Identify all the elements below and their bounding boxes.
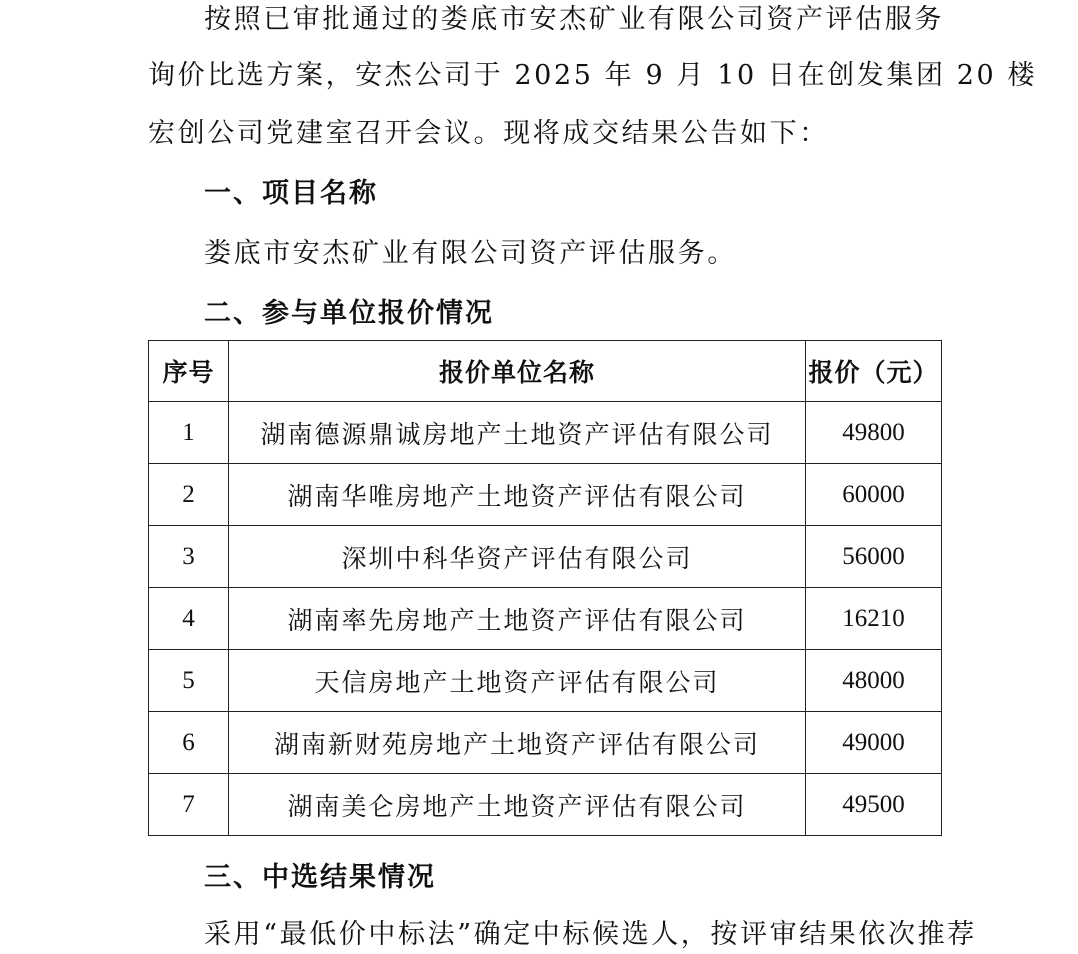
table-row (149, 588, 942, 650)
intro-line-3: 宏创公司党建室召开会议。现将成交结果公告如下： (148, 118, 829, 149)
header-price: 报价（元） (806, 341, 942, 402)
table-row (149, 650, 942, 712)
row-company-name-cell: 湖南率先房地产土地资产评估有限公司 (229, 588, 806, 650)
row-company-name-cell: 湖南美仑房地产土地资产评估有限公司 (229, 774, 806, 836)
row-company-name-cell: 湖南德源鼎诚房地产土地资产评估有限公司 (229, 402, 806, 464)
row-company-name-cell: 深圳中科华资产评估有限公司 (229, 526, 806, 588)
row-index-cell: 4 (149, 588, 229, 650)
section-1-heading: 一、项目名称 (204, 178, 378, 209)
header-company-name: 报价单位名称 (229, 341, 806, 402)
intro-line-2: 询价比选方案，安杰公司于 2025 年 9 月 10 日在创发集团 20 楼 (148, 60, 1038, 91)
table-row (149, 402, 942, 464)
row-price-cell: 48000 (806, 650, 942, 712)
row-price-cell: 56000 (806, 526, 942, 588)
row-index-cell: 7 (149, 774, 229, 836)
row-price-cell: 16210 (806, 588, 942, 650)
row-price-cell: 49500 (806, 774, 942, 836)
result-text: 采用“最低价中标法”确定中标候选人，按评审结果依次推荐 (204, 919, 977, 950)
row-index-cell: 5 (149, 650, 229, 712)
header-index: 序号 (149, 341, 229, 402)
table-row (149, 774, 942, 836)
intro-line-1: 按照已审批通过的娄底市安杰矿业有限公司资产评估服务 (204, 4, 944, 35)
row-index-cell: 6 (149, 712, 229, 774)
project-name-text: 娄底市安杰矿业有限公司资产评估服务。 (204, 238, 737, 269)
row-index-cell: 2 (149, 464, 229, 526)
row-price-cell: 49800 (806, 402, 942, 464)
table-header-row (149, 341, 942, 402)
row-company-name-cell: 湖南新财苑房地产土地资产评估有限公司 (229, 712, 806, 774)
table-row (149, 464, 942, 526)
section-3-heading: 三、中选结果情况 (204, 862, 436, 893)
row-company-name-cell: 天信房地产土地资产评估有限公司 (229, 650, 806, 712)
quotes-table (148, 340, 942, 836)
row-index-cell: 3 (149, 526, 229, 588)
section-2-heading: 二、参与单位报价情况 (204, 298, 494, 329)
table-row (149, 712, 942, 774)
row-company-name-cell: 湖南华唯房地产土地资产评估有限公司 (229, 464, 806, 526)
table-row (149, 526, 942, 588)
row-price-cell: 49000 (806, 712, 942, 774)
row-index-cell: 1 (149, 402, 229, 464)
row-price-cell: 60000 (806, 464, 942, 526)
